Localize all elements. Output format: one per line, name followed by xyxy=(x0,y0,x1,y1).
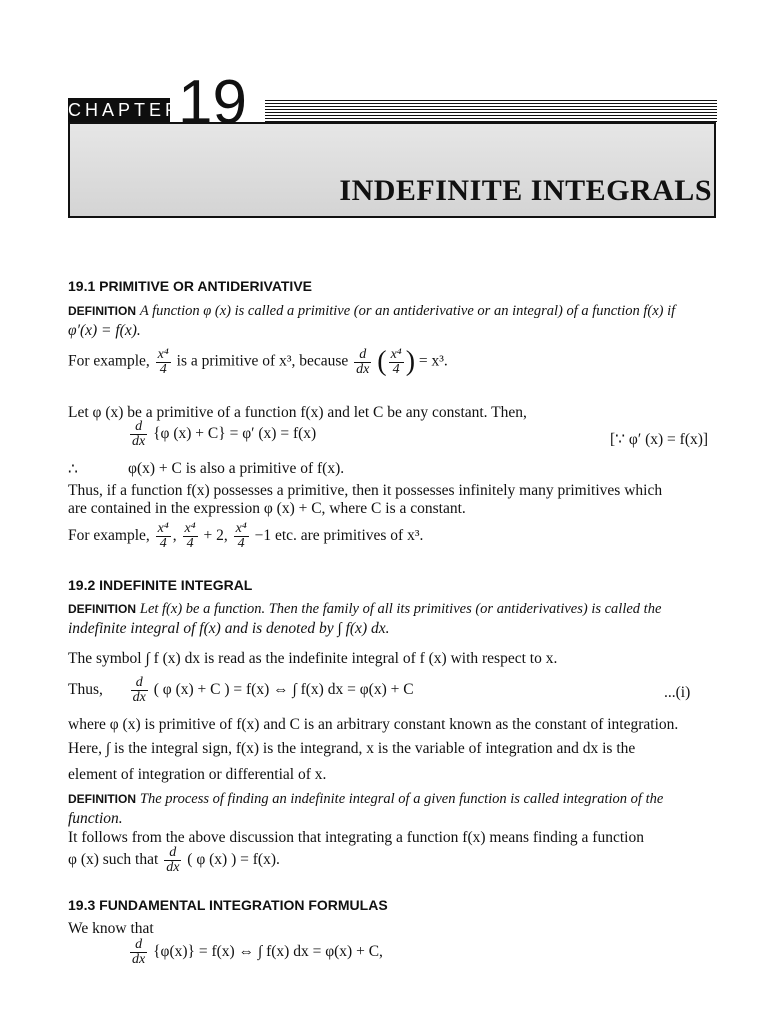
derivative-equation: {φ (x) + C} = φ′ (x) = f(x) xyxy=(153,425,317,443)
derivative-dx: dx xyxy=(132,434,146,449)
definition-label: DEFINITION xyxy=(68,602,136,616)
derivative-dx: dx xyxy=(166,860,180,875)
definition-text-2: indefinite integral of f(x) and is denoted by ∫ f(x) dx. xyxy=(68,620,390,637)
equation-number: ...(i) xyxy=(664,684,691,701)
fraction-denominator: 4 xyxy=(159,361,167,377)
thus-lead: Thus, xyxy=(68,681,103,699)
here-line: Here, ∫ is the integral sign, f(x) is the integrand, x is the variable of integration and dx is the xyxy=(68,740,636,757)
definition-1 xyxy=(68,302,675,320)
definition-2 xyxy=(68,600,661,618)
chapter-number: 19 xyxy=(178,68,247,137)
chapter-title: INDEFINITE INTEGRALS xyxy=(339,174,712,207)
fraction-denominator: 4 xyxy=(159,536,167,551)
fraction-numerator: x⁴ xyxy=(157,521,169,536)
thus-line-1: Thus, if a function f(x) possesses a primitive, then it possesses infinitely many primitives which xyxy=(68,482,663,499)
such-formula: ( φ (x) ) = f(x). xyxy=(187,851,280,869)
example-2: For example, $\frac{\text{x⁴}}{4}$ , $\frac{\text{x⁴}}{4}$ + 2, $\frac{\text{x⁴}}{4}$ −1 etc. are primitives of x³. xyxy=(68,521,424,551)
derivative-d: d xyxy=(130,420,147,435)
section-heading-19-3: 19.3 FUNDAMENTAL INTEGRATION FORMULAS xyxy=(68,897,388,913)
formula: {φ(x)} = f(x) ⇔ ∫ f(x) dx = φ(x) + C, xyxy=(153,943,383,961)
such-lead: φ (x) such that xyxy=(68,851,159,869)
fraction-denominator: 4 xyxy=(186,536,194,551)
derivative-dx: dx xyxy=(132,690,146,705)
element-line: element of integration or differential of x. xyxy=(68,766,327,783)
example-2-lead: For example, xyxy=(68,527,150,545)
derivative-d: d xyxy=(164,846,181,861)
thus-line-2: are contained in the expression φ (x) + C, where C is a constant. xyxy=(68,500,466,517)
example-1-lead: For example, xyxy=(68,352,150,370)
derivative-d: d xyxy=(130,938,147,953)
fraction-numerator: x⁴ xyxy=(184,521,196,536)
definition-text: The process of finding an indefinite integral of a given function is called integration of the xyxy=(139,791,664,807)
formula-line xyxy=(128,938,383,967)
definition-text: Let f(x) be a function. Then the family of all its primitives (or antiderivatives) is called the xyxy=(139,601,662,617)
follows-line: It follows from the above discussion that integrating a function f(x) means finding a function xyxy=(68,829,644,846)
chapter-label: CHAPTER xyxy=(68,100,183,120)
plus-two: + 2, xyxy=(203,527,228,545)
derivative-dx: dx xyxy=(132,952,146,967)
let-statement: Let φ (x) be a primitive of a function f(x) and let C be any constant. Then, xyxy=(68,404,527,421)
fraction-numerator-2: x⁴ xyxy=(390,346,402,362)
fraction-numerator: x⁴ xyxy=(157,346,169,362)
chapter-rules xyxy=(265,100,717,122)
example-1-end: = x³. xyxy=(418,352,448,370)
definition-text: A function φ (x) is called a primitive (or an antiderivative or an integral) of a function f(x) if xyxy=(139,303,676,319)
therefore-symbol: ∴ xyxy=(68,461,78,478)
derivative-dx: dx xyxy=(356,361,370,377)
section-heading-19-2: 19.2 INDEFINITE INTEGRAL xyxy=(68,577,253,593)
example-1: For example, $\frac{\text{x⁴}}{4}$ is a primitive of x³, because $\frac{d}{dx}$ ( $\frac{\text{x⁴}}{4}$ ) = x³. xyxy=(68,346,448,377)
definition-text-2: φ′(x) = f(x). xyxy=(68,322,141,339)
thus-formula: ( φ (x) + C ) = f(x) ⇔ ∫ f(x) dx = φ(x) + C xyxy=(153,681,414,699)
definition-label: DEFINITION xyxy=(68,304,136,318)
thus-equation xyxy=(68,676,414,705)
symbol-line: The symbol ∫ f (x) dx is read as the indefinite integral of f (x) with respect to x. xyxy=(68,650,558,667)
fraction-denominator-2: 4 xyxy=(392,361,400,377)
definition-3 xyxy=(68,790,663,808)
derivative-d: d xyxy=(131,676,148,691)
derivative-line xyxy=(128,420,316,449)
section-heading-19-1: 19.1 PRIMITIVE OR ANTIDERIVATIVE xyxy=(68,278,313,294)
definition-text-2: function. xyxy=(68,810,123,827)
derivative-d: d xyxy=(354,348,371,363)
fraction-denominator: 4 xyxy=(237,536,245,551)
definition-label: DEFINITION xyxy=(68,792,136,806)
because-note: [∵ φ′ (x) = f(x)] xyxy=(610,431,709,448)
such-that-line xyxy=(68,846,280,875)
example-1-middle: is a primitive of x³, because xyxy=(176,352,349,370)
minus-one-tail: −1 etc. are primitives of x³. xyxy=(254,527,424,545)
we-know-line: We know that xyxy=(68,920,154,937)
where-line: where φ (x) is primitive of f(x) and C is an arbitrary constant known as the constant of integration. xyxy=(68,716,679,733)
also-primitive: φ(x) + C is also a primitive of f(x). xyxy=(128,460,345,477)
fraction-numerator: x⁴ xyxy=(235,521,247,536)
